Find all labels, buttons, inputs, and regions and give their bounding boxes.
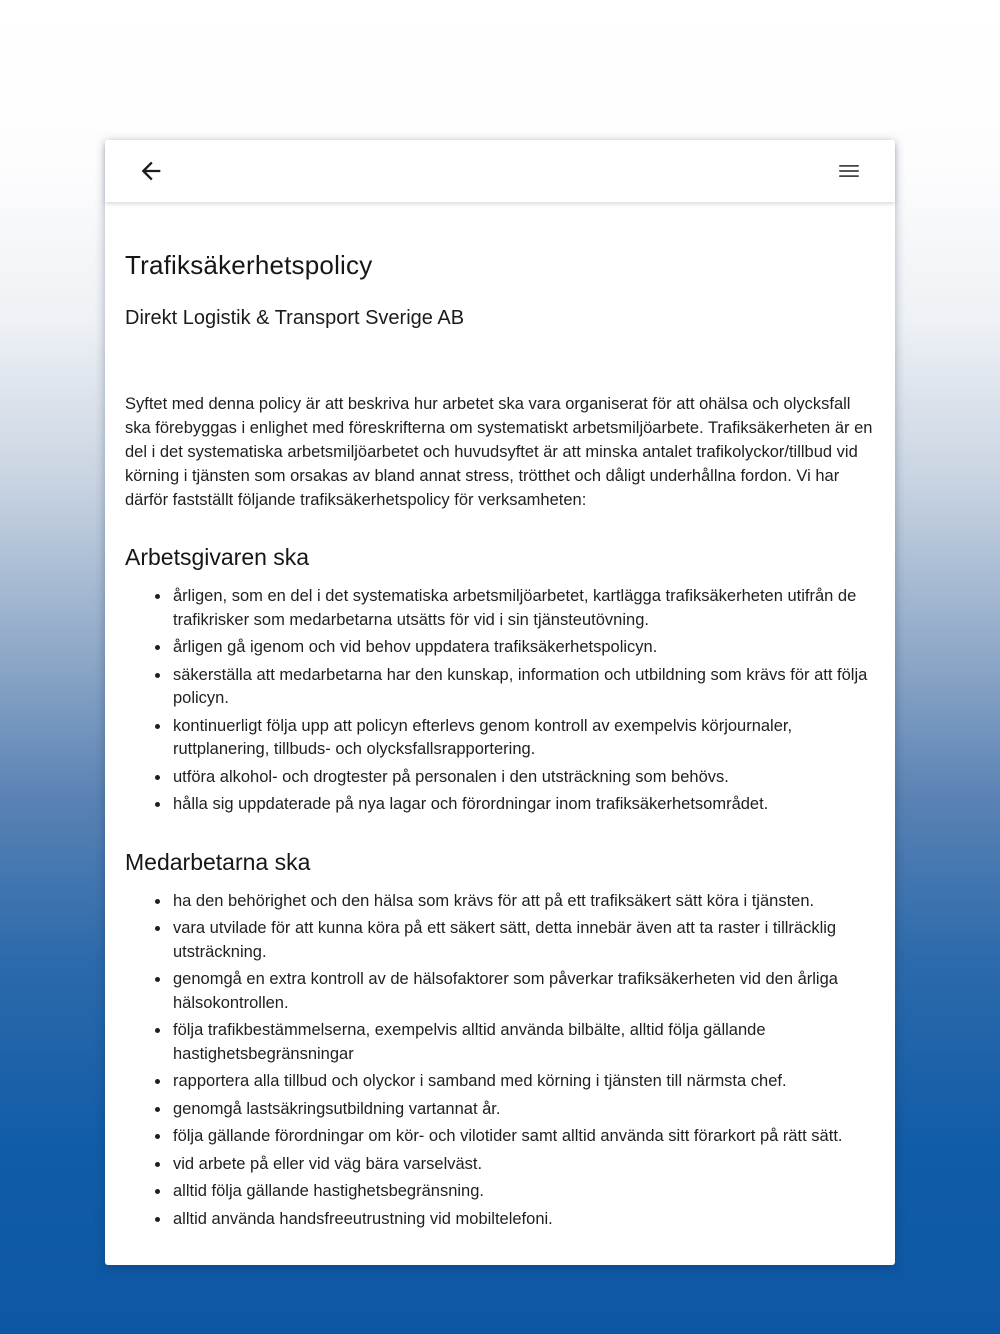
list-item: • årligen, som en del i det systematiska arbetsmiljöarbetet, kartlägga trafiksäkerheten utifrån de trafikrisker som medarbetarna utsätts för vid i sin tjänsteutövning. xyxy=(171,585,873,632)
back-button[interactable] xyxy=(131,151,171,191)
list-item: • följa gällande förordningar om kör- och vilotider samt alltid använda sitt förarkort på rätt sätt. xyxy=(171,1125,873,1149)
company-subtitle: Direkt Logistik & Transport Sverige AB xyxy=(125,307,465,329)
list-item: • genomgå lastsäkringsutbildning vartannat år. xyxy=(171,1098,873,1122)
list-item: • alltid använda handsfreeutrustning vid mobiltelefoni. xyxy=(171,1208,873,1232)
list-item: • följa trafikbestämmelserna, exempelvis alltid använda bilbälte, alltid följa gällande hastighetsbegränsningar xyxy=(171,1019,873,1066)
list-item: • genomgå en extra kontroll av de hälsofaktorer som påverkar trafiksäkerheten vid den årliga hälsokontrollen. xyxy=(171,968,873,1015)
document-content xyxy=(105,202,895,1265)
section-heading-employees: Medarbetarna ska xyxy=(125,848,311,875)
employer-obligations-list xyxy=(125,585,873,817)
intro-paragraph: Syftet med denna policy är att beskriva hur arbetet ska vara organiserat för att ohälsa och olycksfall ska förebyggas i enlighet med föreskrifterna om systematiskt arbetsmiljöarbete. Trafiksäkerheten är en del i det systematiska arbetsmiljöarbetet och huvudsyftet är att minska antalet trafikolyckor/tillbud vid körning i tjänsten som orsakas av bland annat stress, trötthet och dåligt underhållna fordon. Vi har därför fastställt följande trafiksäkerhetspolicy för verksamheten: xyxy=(125,395,873,509)
app-header xyxy=(105,140,895,202)
arrow-left-icon xyxy=(137,157,165,185)
list-item: • utföra alkohol- och drogtester på personalen i den utsträckning som behövs. xyxy=(171,766,873,790)
hamburger-menu-icon xyxy=(836,158,862,184)
menu-button[interactable] xyxy=(829,151,869,191)
list-item: • hålla sig uppdaterade på nya lagar och förordningar inom trafiksäkerhetsområdet. xyxy=(171,793,873,817)
list-item: • rapportera alla tillbud och olyckor i samband med körning i tjänsten till närmsta chef. xyxy=(171,1070,873,1094)
employee-obligations-list xyxy=(125,890,873,1232)
list-item: • kontinuerligt följa upp att policyn efterlevs genom kontroll av exempelvis körjournaler, ruttplanering, tillbuds- och olycksfallsrapportering. xyxy=(171,715,873,762)
list-item: • alltid följa gällande hastighetsbegränsning. xyxy=(171,1180,873,1204)
list-item: • vara utvilade för att kunna köra på ett säkert sätt, detta innebär även att ta raster i tillräcklig utsträckning. xyxy=(171,917,873,964)
list-item: • vid arbete på eller vid väg bära varselväst. xyxy=(171,1153,873,1177)
list-item: • säkerställa att medarbetarna har den kunskap, information och utbildning som krävs för att följa policyn. xyxy=(171,664,873,711)
page-title: Trafiksäkerhetspolicy xyxy=(125,250,373,280)
policy-card xyxy=(105,140,895,1265)
section-heading-employer: Arbetsgivaren ska xyxy=(125,544,310,570)
list-item: • ha den behörighet och den hälsa som krävs för att på ett trafiksäkert sätt köra i tjänsten. xyxy=(171,890,873,914)
list-item: • årligen gå igenom och vid behov uppdatera trafiksäkerhetspolicyn. xyxy=(171,636,873,660)
